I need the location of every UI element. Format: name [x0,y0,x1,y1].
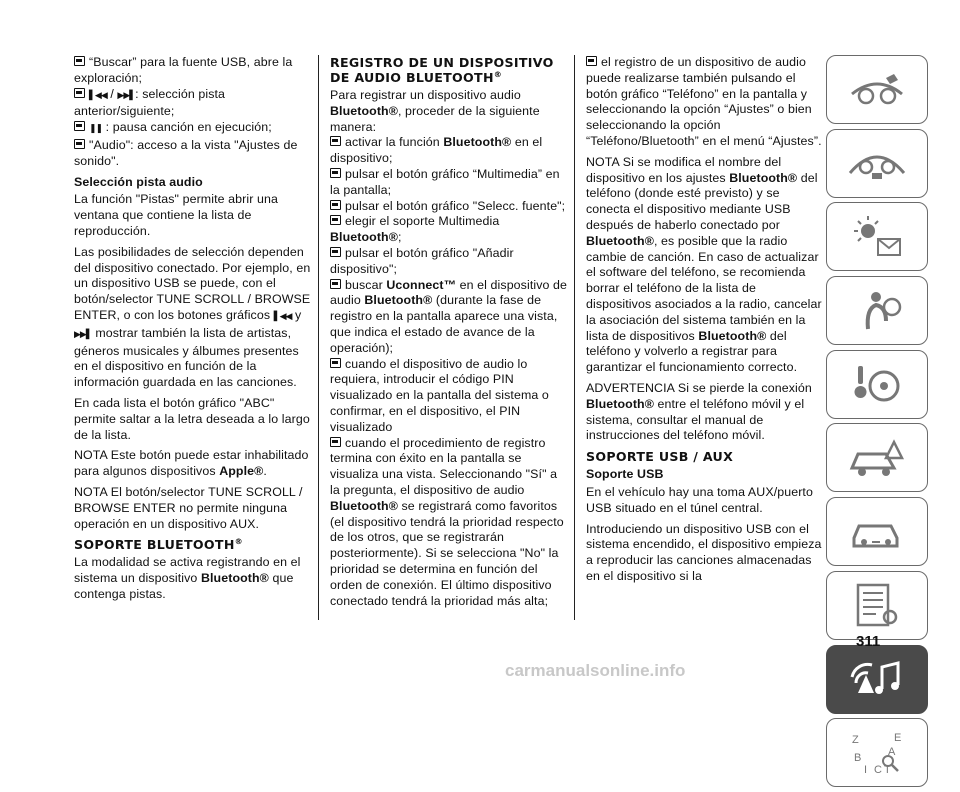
index-abc-icon [842,727,912,779]
checkbox-bullet-icon [74,121,85,131]
tab-instruments[interactable] [826,129,928,198]
watermark: carmanualsonline.info [505,661,686,680]
note-rename: NOTA Si se modifica el nombre del dispositivo en los ajustes Bluetooth® del teléfono (donde esté previsto) y se conecta el dispositivo mediante USB después de haberlo conectado por Bluetooth®, es posible que la radio cambie de canción. En caso de actualizar el software del teléfono, se recomienda borrar el teléfono de la lista de dispositivos asociados a la radio, cancelar la asociación del sistema también en la lista de dispositivos Bluetooth® del teléfono y volverlo a registrar para garantizar el funcionamiento correcto. [586,154,822,375]
index-letter: T [884,763,891,776]
tab-safety[interactable] [826,276,928,345]
checkbox-bullet-icon [330,247,341,257]
step-pin: cuando el dispositivo de audio lo requiera, introducir el código PIN visualizado en la pantalla del sistema o confirmar, en el dispositivo, el PIN visualizado [330,356,549,434]
warning-connection: ADVERTENCIA Si se pierde la conexión Bluetooth® entre el teléfono móvil y el sistema, consultar el manual de instrucciones del teléfono móvil. [586,380,812,443]
index-letter: Z [852,733,859,746]
step-favorites: cuando el procedimiento de registro termina con éxito en la pantalla se visualiza una vista. Seleccionando "Sí" a la pregunta, el dispositivo de audio Bluetooth® se registrará como favoritos (el dispositivo tendrá la prioridad respecto de los otros, que se registrarán posteriormente). Si se selecciona "No" la prioridad se determina en función del orden de conexión. El último dispositivo conectado tendrá la prioridad más alta; [330,435,564,608]
para-abc: En cada lista el botón gráfico "ABC" permite saltar a la letra deseada a lo largo de la lista. [74,395,310,442]
bullet-pause: ❚❚ : pausa canción en ejecución; [74,120,312,138]
para-register-intro: Para registrar un dispositivo audio Bluetooth®, proceder de la siguiente manera: [330,88,540,134]
checkbox-bullet-icon [330,168,341,178]
bullet-prev-next: ▌◀◀ / ▶▶▌: selección pista anterior/siguiente; [74,86,226,119]
index-letter: C [874,763,882,776]
column-3 [586,55,824,590]
index-letter: I [864,763,868,776]
index-letter: B [854,751,862,764]
step-search-uconnect: buscar Uconnect™ en el dispositivo de audio Bluetooth® (durante la fase de registro en la pantalla aparece una vista, que indica el estado de avance de la operación); [330,277,568,355]
checkbox-bullet-icon [74,56,85,66]
index-letter: A [888,745,896,758]
next-track-icon: ▶▶▌ [74,329,92,340]
column-divider [574,55,575,620]
chapter-tabs [826,55,928,792]
heading-bluetooth-support: SOPORTE BLUETOOTH® [74,537,243,553]
checkbox-bullet-icon [330,215,341,225]
checkbox-bullet-icon [586,56,597,66]
note-aux: NOTA El botón/selector TUNE SCROLL / BROWSE ENTER no permite ninguna operación en un dispositivo AUX. [74,484,303,531]
checkbox-bullet-icon [330,358,341,368]
bullet-search: “Buscar” para la fuente USB, abre la exploración; [74,55,293,85]
bullet-audio: "Audio": acceso a la vista "Ajustes de sonido". [74,137,298,168]
step-activate: activar la función Bluetooth® en el dispositivo; [330,135,543,166]
step-choose-media: elegir el soporte Multimedia Bluetooth®; [330,214,500,245]
heading-usb-support: Soporte USB [586,467,664,482]
para-tracks: La función "Pistas" permite abrir una ventana que contiene la lista de reproducción. [74,192,278,238]
step-multimedia: pulsar el botón gráfico “Multimedia” en la pantalla; [330,166,560,197]
tab-emergency[interactable] [826,423,928,492]
tab-maintenance[interactable] [826,497,928,566]
checkbox-bullet-icon [330,437,341,447]
column-1 [74,55,312,608]
airbag-safety-icon [842,285,912,337]
para-selection: Las posibilidades de selección dependen del dispositivo conectado. Por ejemplo, en un dispositivo USB se puede, con el botón/selector TUNE SCROLL / BROWSE ENTER, o con los botones gráficos ▌◀◀ y [74,244,311,322]
tab-dashboard[interactable] [826,55,928,124]
tab-index[interactable] [826,718,928,787]
column-divider [318,55,319,620]
checkbox-bullet-icon [74,88,85,98]
heading-register-device: REGISTRO DE UN DISPOSITIVO DE AUDIO BLUETOOTH® [330,55,554,85]
breakdown-car-icon [842,432,912,484]
column-2 [330,55,568,609]
bullet-phone-register: el registro de un dispositivo de audio puede realizarse también pulsando el botón gráfico “Teléfono” en la pantalla y seleccionando la opción “Ajustes” o bien seleccionando la opción “Teléfono/Bluetooth” en el menú “Ajustes”. [586,55,822,148]
steering-key-icon [842,358,912,410]
checkbox-bullet-icon [330,200,341,210]
step-add-device: pulsar el botón gráfico "Añadir dispositivo"; [330,245,514,276]
tab-lights[interactable] [826,202,928,271]
checkbox-bullet-icon [330,279,341,289]
note-apple: NOTA Este botón puede estar inhabilitado para algunos dispositivos Apple®. [74,448,309,479]
next-track-icon: ▶▶▌ [117,90,136,101]
maintenance-car-icon [842,506,912,558]
heading-track-selection: Selección pista audio [74,174,203,189]
previous-track-icon: ▌◀◀ [89,90,107,101]
para-usb-port: En el vehículo hay una toma AUX/puerto USB situado en el túnel central. [586,484,813,515]
para-bluetooth-mode: La modalidad se activa registrando en el sistema un dispositivo Bluetooth® que contenga pistas. [74,555,301,601]
tab-multimedia[interactable] [826,645,928,714]
technical-data-icon [842,579,912,631]
multimedia-icon [842,653,912,705]
tab-starting[interactable] [826,350,928,419]
instrument-panel-icon [842,137,912,189]
para-usb-insert: Introduciendo un dispositivo USB con el sistema encendido, el dispositivo empieza a reproducir las canciones almacenadas en el dispositivo si la [586,521,822,583]
page-number: 311 [856,633,881,650]
previous-track-icon: ▌◀◀ [273,311,292,322]
dashboard-car-icon [842,64,912,116]
para-artists: ▶▶▌ mostrar también la lista de artistas, géneros musicales y álbumes presentes en el dispositivo en función de la información guardada en las canciones. [74,325,299,390]
pause-icon: ❚❚ [89,124,103,135]
step-select-source: pulsar el botón gráfico "Selecc. fuente"; [330,199,568,215]
index-letter: E [894,731,902,744]
lights-warning-icon [842,211,912,263]
heading-usb-aux: SOPORTE USB / AUX [586,449,734,465]
checkbox-bullet-icon [74,139,85,149]
tab-technical-data[interactable] [826,571,928,640]
checkbox-bullet-icon [330,136,341,146]
